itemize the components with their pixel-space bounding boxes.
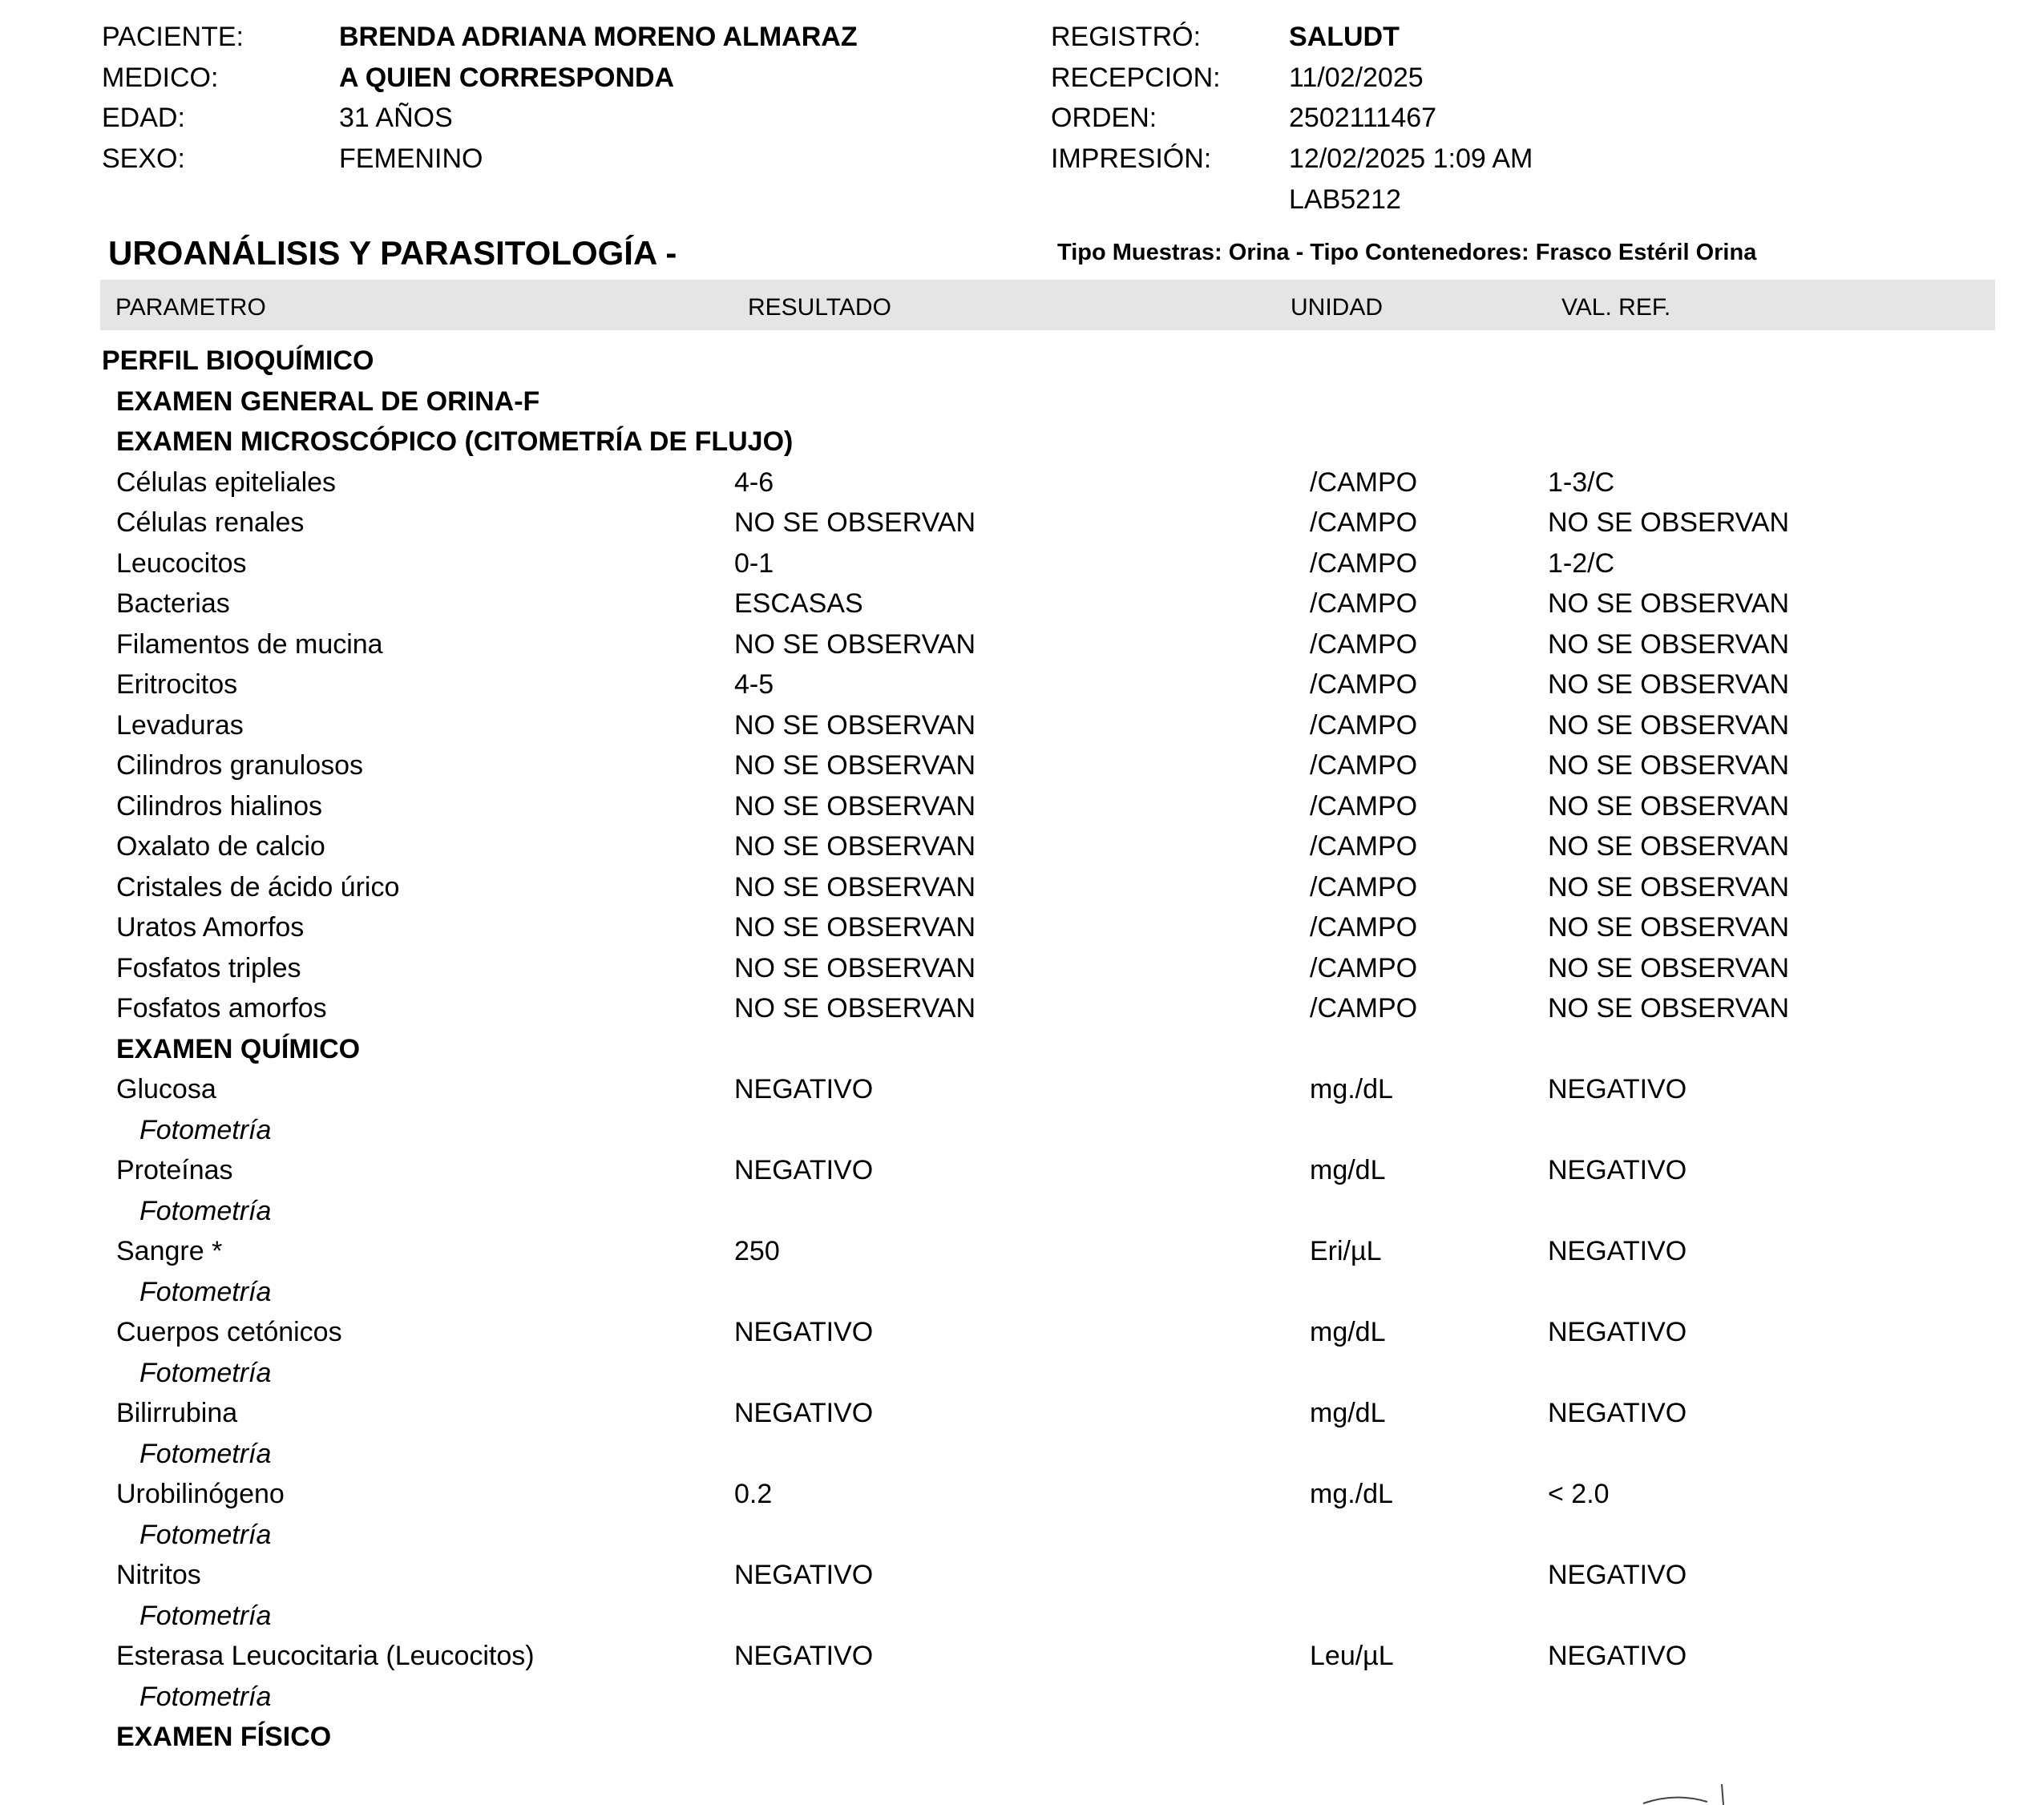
subgroup-heading: EXAMEN MICROSCÓPICO (CITOMETRÍA DE FLUJO) — [116, 426, 794, 457]
subgroup-heading: EXAMEN FÍSICO — [116, 1722, 332, 1752]
param-name: Cristales de ácido úrico — [116, 872, 400, 902]
method-note: Fotometría — [139, 1277, 272, 1307]
group-heading: PERFIL BIOQUÍMICO — [102, 345, 374, 376]
col-header-parametro: PARAMETRO — [115, 294, 266, 321]
unit-value: mg./dL — [1310, 1074, 1393, 1104]
impresion-label: IMPRESIÓN: — [1051, 143, 1212, 174]
reference-value: < 2.0 — [1548, 1479, 1610, 1509]
unit-value: /CAMPO — [1310, 548, 1418, 579]
reference-value: NO SE OBSERVAN — [1548, 507, 1790, 538]
reference-value: NO SE OBSERVAN — [1548, 831, 1790, 862]
method-note: Fotometría — [139, 1358, 272, 1388]
unit-value: /CAMPO — [1310, 750, 1418, 781]
col-header-unidad: UNIDAD — [1291, 294, 1384, 321]
reference-value: NO SE OBSERVAN — [1548, 791, 1790, 822]
table-header-bar — [100, 280, 1995, 330]
param-name: Glucosa — [116, 1074, 216, 1104]
sexo-value: FEMENINO — [339, 143, 483, 174]
param-name: Cilindros hialinos — [116, 791, 323, 822]
reference-value: NEGATIVO — [1548, 1155, 1687, 1185]
unit-value: mg/dL — [1310, 1317, 1386, 1347]
method-note: Fotometría — [139, 1520, 272, 1550]
unit-value: /CAMPO — [1310, 912, 1418, 943]
reference-value: NO SE OBSERVAN — [1548, 953, 1790, 983]
unit-value: /CAMPO — [1310, 588, 1418, 619]
unit-value: /CAMPO — [1310, 710, 1418, 741]
result-value: NO SE OBSERVAN — [734, 872, 976, 902]
recepcion-label: RECEPCION: — [1051, 63, 1221, 93]
result-value: NEGATIVO — [734, 1155, 874, 1185]
unit-value: mg./dL — [1310, 1479, 1393, 1509]
registro-value: SALUDT — [1289, 22, 1400, 52]
method-note: Fotometría — [139, 1439, 272, 1469]
impresion-value: 12/02/2025 1:09 AM — [1289, 143, 1533, 174]
unit-value: /CAMPO — [1310, 953, 1418, 983]
reference-value: NO SE OBSERVAN — [1548, 912, 1790, 943]
section-title: UROANÁLISIS Y PARASITOLOGÍA - — [108, 234, 677, 272]
param-name: Fosfatos triples — [116, 953, 301, 983]
reference-value: NO SE OBSERVAN — [1548, 872, 1790, 902]
unit-value: /CAMPO — [1310, 669, 1418, 700]
unit-value: /CAMPO — [1310, 993, 1418, 1024]
subgroup-heading: EXAMEN GENERAL DE ORINA-F — [116, 386, 540, 417]
signature-stamp-icon — [1627, 1781, 1804, 1805]
method-note: Fotometría — [139, 1682, 272, 1712]
param-name: Células renales — [116, 507, 305, 538]
param-name: Bilirrubina — [116, 1398, 238, 1428]
result-value: NEGATIVO — [734, 1641, 874, 1671]
medico-label: MEDICO: — [102, 63, 219, 93]
registro-label: REGISTRÓ: — [1051, 22, 1202, 52]
param-name: Proteínas — [116, 1155, 233, 1185]
result-value: NEGATIVO — [734, 1398, 874, 1428]
recepcion-value: 11/02/2025 — [1289, 63, 1424, 93]
result-value: NO SE OBSERVAN — [734, 831, 976, 862]
reference-value: NO SE OBSERVAN — [1548, 710, 1790, 741]
result-value: NO SE OBSERVAN — [734, 507, 976, 538]
result-value: NO SE OBSERVAN — [734, 629, 976, 660]
reference-value: NEGATIVO — [1548, 1398, 1687, 1428]
unit-value: /CAMPO — [1310, 467, 1418, 498]
reference-value: 1-2/C — [1548, 548, 1615, 579]
param-name: Urobilinógeno — [116, 1479, 285, 1509]
result-value: NEGATIVO — [734, 1560, 874, 1590]
paciente-label: PACIENTE: — [102, 22, 244, 52]
result-value: NO SE OBSERVAN — [734, 750, 976, 781]
reference-value: NO SE OBSERVAN — [1548, 993, 1790, 1024]
medico-value: A QUIEN CORRESPONDA — [339, 63, 675, 93]
orden-label: ORDEN: — [1051, 103, 1157, 133]
unit-value: mg/dL — [1310, 1155, 1386, 1185]
result-value: NEGATIVO — [734, 1074, 874, 1104]
result-value: NEGATIVO — [734, 1317, 874, 1347]
unit-value: /CAMPO — [1310, 872, 1418, 902]
reference-value: 1-3/C — [1548, 467, 1615, 498]
param-name: Eritrocitos — [116, 669, 238, 700]
col-header-val-ref: VAL. REF. — [1561, 294, 1671, 321]
unit-value: /CAMPO — [1310, 629, 1418, 660]
result-value: NO SE OBSERVAN — [734, 993, 976, 1024]
param-name: Levaduras — [116, 710, 244, 741]
reference-value: NO SE OBSERVAN — [1548, 669, 1790, 700]
reference-value: NEGATIVO — [1548, 1236, 1687, 1266]
result-value: 4-5 — [734, 669, 774, 700]
param-name: Nitritos — [116, 1560, 201, 1590]
unit-value: /CAMPO — [1310, 507, 1418, 538]
param-name: Esterasa Leucocitaria (Leucocitos) — [116, 1641, 535, 1671]
unit-value: /CAMPO — [1310, 791, 1418, 822]
param-name: Bacterias — [116, 588, 230, 619]
result-value: NO SE OBSERVAN — [734, 953, 976, 983]
param-name: Oxalato de calcio — [116, 831, 325, 862]
unit-value: Eri/µL — [1310, 1236, 1382, 1266]
reference-value: NEGATIVO — [1548, 1074, 1687, 1104]
unit-value: /CAMPO — [1310, 831, 1418, 862]
edad-value: 31 AÑOS — [339, 103, 453, 133]
param-name: Cilindros granulosos — [116, 750, 364, 781]
unit-value: mg/dL — [1310, 1398, 1386, 1428]
result-value: NO SE OBSERVAN — [734, 791, 976, 822]
param-name: Leucocitos — [116, 548, 247, 579]
result-value: 0.2 — [734, 1479, 773, 1509]
param-name: Cuerpos cetónicos — [116, 1317, 342, 1347]
sample-info: Tipo Muestras: Orina - Tipo Contenedores: Frasco Estéril Orina — [1057, 240, 1757, 265]
reference-value: NEGATIVO — [1548, 1317, 1687, 1347]
lab-code: LAB5212 — [1289, 184, 1401, 215]
edad-label: EDAD: — [102, 103, 185, 133]
param-name: Uratos Amorfos — [116, 912, 305, 943]
method-note: Fotometría — [139, 1196, 272, 1226]
result-value: 0-1 — [734, 548, 774, 579]
result-value: 4-6 — [734, 467, 774, 498]
col-header-resultado: RESULTADO — [748, 294, 891, 321]
paciente-value: BRENDA ADRIANA MORENO ALMARAZ — [339, 22, 858, 52]
method-note: Fotometría — [139, 1601, 272, 1631]
result-value: ESCASAS — [734, 588, 863, 619]
param-name: Células epiteliales — [116, 467, 337, 498]
param-name: Filamentos de mucina — [116, 629, 383, 660]
reference-value: NEGATIVO — [1548, 1560, 1687, 1590]
result-value: NO SE OBSERVAN — [734, 912, 976, 943]
reference-value: NO SE OBSERVAN — [1548, 750, 1790, 781]
param-name: Fosfatos amorfos — [116, 993, 327, 1024]
result-value: 250 — [734, 1236, 780, 1266]
reference-value: NO SE OBSERVAN — [1548, 588, 1790, 619]
sexo-label: SEXO: — [102, 143, 185, 174]
reference-value: NEGATIVO — [1548, 1641, 1687, 1671]
method-note: Fotometría — [139, 1115, 272, 1145]
subgroup-heading: EXAMEN QUÍMICO — [116, 1034, 361, 1064]
reference-value: NO SE OBSERVAN — [1548, 629, 1790, 660]
result-value: NO SE OBSERVAN — [734, 710, 976, 741]
param-name: Sangre * — [116, 1236, 223, 1266]
unit-value: Leu/µL — [1310, 1641, 1394, 1671]
orden-value: 2502111467 — [1289, 103, 1437, 133]
